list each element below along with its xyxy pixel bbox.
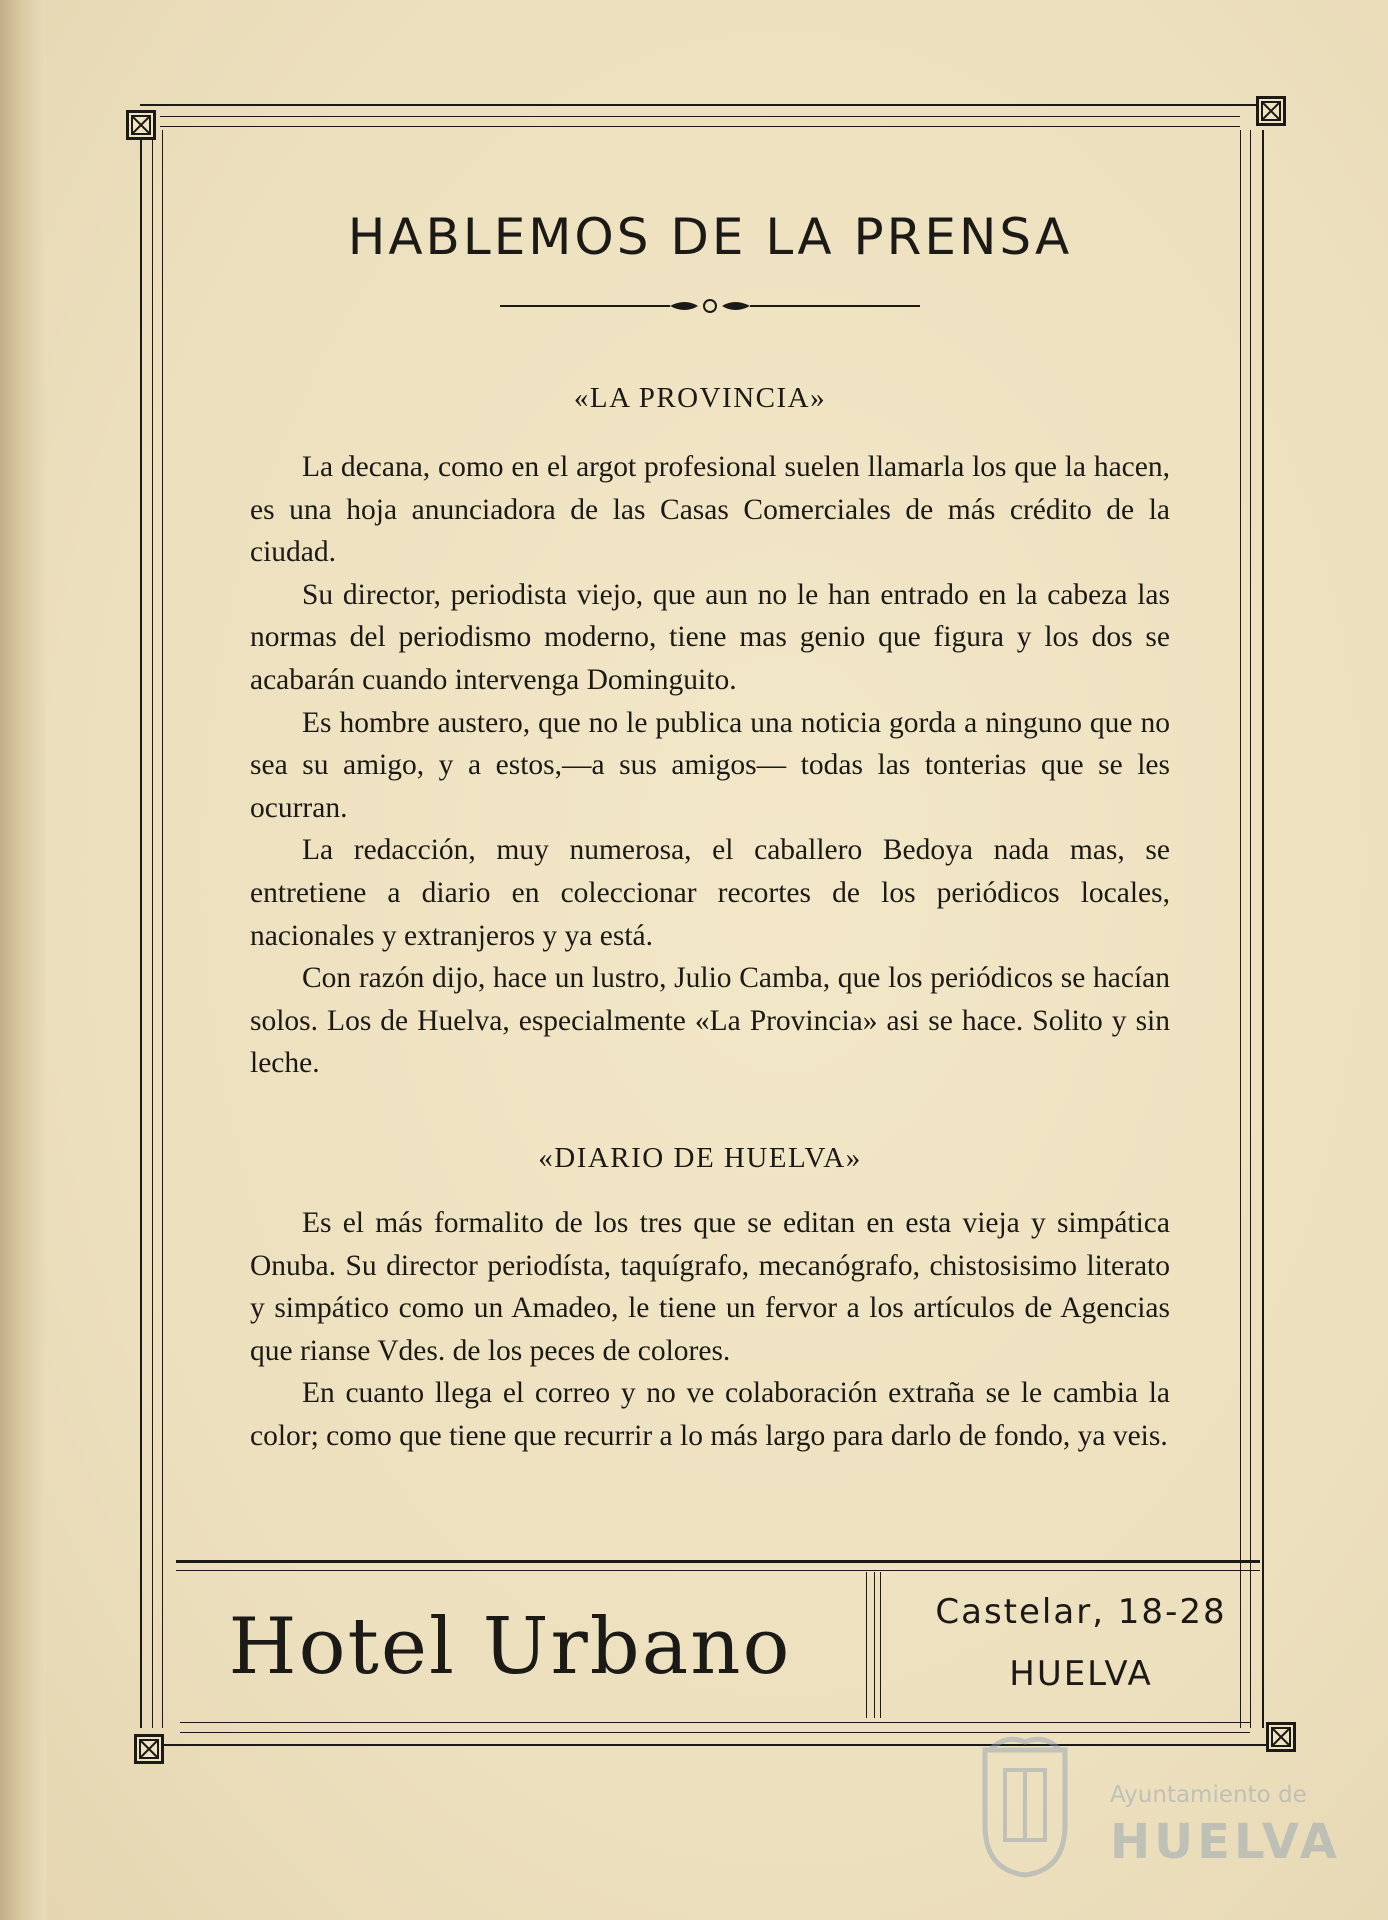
watermark-line1: Ayuntamiento de bbox=[1110, 1782, 1307, 1808]
section-body-diario-de-huelva bbox=[250, 1202, 1170, 1458]
paragraph: Es hombre austero, que no le publica una noticia gorda a ninguno que no sea su amigo, y a estos,—a sus amigos— todas las tonterias que se les ocurran. bbox=[250, 706, 1170, 824]
hotel-address: Castelar, 18-28 bbox=[935, 1592, 1227, 1632]
hotel-city: HUELVA bbox=[1009, 1654, 1153, 1694]
page-gutter bbox=[0, 0, 46, 1920]
title-divider-ornament bbox=[500, 296, 920, 316]
watermark-line2: HUELVA bbox=[1110, 1814, 1341, 1870]
corner-ornament-top-left bbox=[126, 110, 156, 140]
paragraph: La decana, como en el argot profesional suelen llamarla los que la hacen, es una hoja anunciadora de las Casas Comerciales de más crédito de la ciudad. bbox=[250, 451, 1170, 569]
paragraph: Es el más formalito de los tres que se editan en esta vieja y simpática Onuba. Su director periodísta, taquígrafo, mecanógrafo, chistosisimo literato y simpático como un Amadeo, le tiene un fervor a los artículos de Agencias que rianse Vdes. de los peces de colores. bbox=[250, 1207, 1170, 1367]
corner-ornament-top-right bbox=[1256, 96, 1286, 126]
paragraph: Con razón dijo, hace un lustro, Julio Camba, que los periódicos se hacían solos. Los de Huelva, especialmente «La Provincia» asi se hace. Solito y sin leche. bbox=[250, 962, 1170, 1080]
paragraph: Su director, periodista viejo, que aun no le han entrado en la cabeza las normas del periodismo moderno, tiene mas genio que figura y los dos se acabarán cuando intervenga Dominguito. bbox=[250, 578, 1170, 696]
paragraph: La redacción, muy numerosa, el caballero Bedoya nada mas, se entretiene a diario en coleccionar recortes de los periódicos locales, nacionales y extranjeros y ya está. bbox=[250, 834, 1170, 952]
paragraph: En cuanto llega el correo y no ve colaboración extraña se le cambia la color; como que tiene que recurrir a lo más largo para darlo de fondo, ya veis. bbox=[250, 1377, 1170, 1452]
hotel-name: Hotel Urbano bbox=[228, 1602, 792, 1692]
corner-ornament-bottom-left bbox=[134, 1734, 164, 1764]
coat-of-arms-icon bbox=[970, 1730, 1080, 1880]
page-title: HABLEMOS DE LA PRENSA bbox=[347, 208, 1073, 266]
section-heading-la-provincia: «LA PROVINCIA» bbox=[573, 382, 827, 414]
archive-watermark bbox=[970, 1720, 1370, 1920]
section-heading-diario-de-huelva: «DIARIO DE HUELVA» bbox=[538, 1142, 862, 1174]
section-body-la-provincia bbox=[250, 446, 1170, 1085]
